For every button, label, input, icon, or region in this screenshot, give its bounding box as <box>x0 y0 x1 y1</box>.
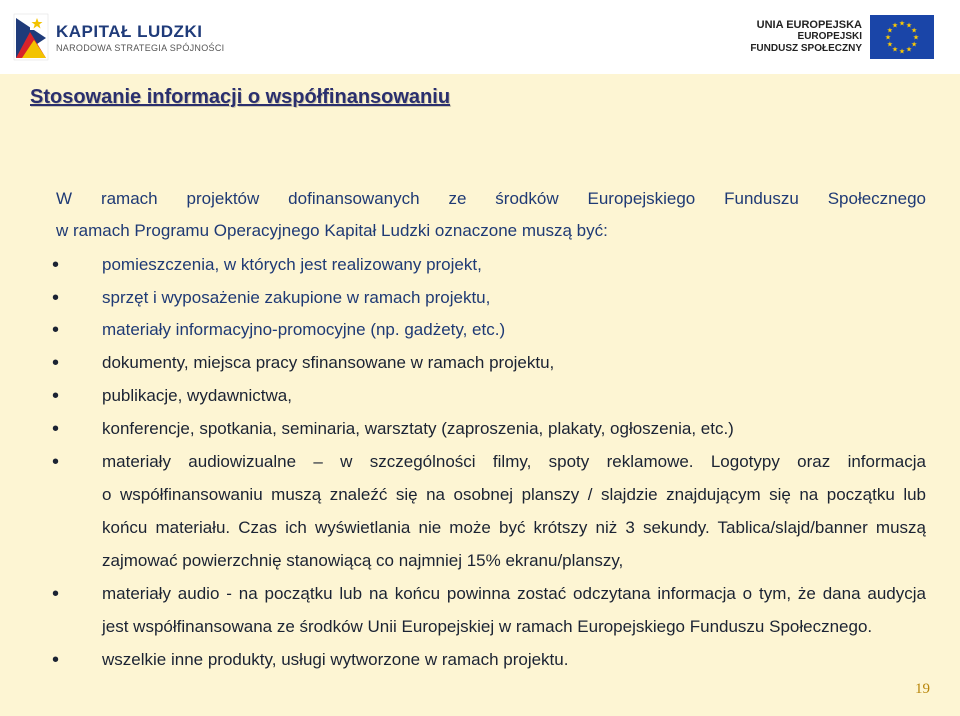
eu-logo-line3: FUNDUSZ SPOŁECZNY <box>750 43 862 54</box>
list-item: dokumenty, miejsca pracy sfinansowane w ramach projektu, <box>102 353 555 372</box>
page-number: 19 <box>915 681 930 697</box>
eu-star-icon: ★ <box>910 27 918 35</box>
bullet-icon: • <box>52 319 60 341</box>
bullet-icon: • <box>52 649 60 671</box>
bullet-icon: • <box>52 583 60 605</box>
slide <box>0 74 960 716</box>
bullet-icon: • <box>52 385 60 407</box>
eu-star-icon: ★ <box>891 46 899 54</box>
bullet-icon: • <box>52 418 60 440</box>
list-item: publikacje, wydawnictwa, <box>102 386 292 405</box>
bullet-icon: • <box>52 451 60 473</box>
intro-line: W ramach projektów dofinansowanych ze środków Europejskiego Funduszu Społecznego <box>56 189 926 208</box>
eu-star-icon: ★ <box>891 22 899 30</box>
list-item: materiały audiowizualne – w szczególności filmy, spoty reklamowe. Logotypy oraz informacja <box>102 452 926 471</box>
intro-line: w ramach Programu Operacyjnego Kapitał Ludzki oznaczone muszą być: <box>56 221 608 240</box>
eu-star-icon: ★ <box>898 48 906 56</box>
list-item: materiały audio - na początku lub na końcu powinna zostać odczytana informacja o tym, że dana audycja <box>102 584 926 603</box>
list-item: pomieszczenia, w których jest realizowany projekt, <box>102 255 482 274</box>
list-item-continuation: zajmować powierzchnię stanowiącą co najmniej 15% ekranu/planszy, <box>102 551 624 570</box>
eu-star-icon: ★ <box>898 20 906 28</box>
eu-star-icon: ★ <box>905 22 913 30</box>
logo-subtitle: NARODOWA STRATEGIA SPÓJNOŚCI <box>56 42 225 53</box>
bullet-icon: • <box>52 287 60 309</box>
eu-star-icon: ★ <box>886 41 894 49</box>
eu-logo-line2: EUROPEJSKI <box>797 31 862 42</box>
eu-star-icon: ★ <box>912 34 920 42</box>
list-item: wszelkie inne produkty, usługi wytworzone w ramach projektu. <box>102 650 569 669</box>
list-item-continuation: jest współfinansowana ze środków Unii Europejskiej w ramach Europejskiego Funduszu Społecznego. <box>102 617 873 636</box>
eu-star-icon: ★ <box>905 46 913 54</box>
bullet-icon: • <box>52 254 60 276</box>
eu-logo-line1: UNIA EUROPEJSKA <box>756 19 862 31</box>
header <box>0 0 960 74</box>
list-item: materiały informacyjno-promocyjne (np. gadżety, etc.) <box>102 320 506 339</box>
bullet-icon: • <box>52 352 60 374</box>
list-item-continuation: końcu materiału. Czas ich wyświetlania nie może być krótszy niż 3 sekundy. Tablica/slajd/banner muszą <box>102 518 926 537</box>
eu-star-icon: ★ <box>886 27 894 35</box>
eu-flag-icon <box>870 15 934 59</box>
list-item: sprzęt i wyposażenie zakupione w ramach projektu, <box>102 288 491 307</box>
eu-star-icon: ★ <box>884 34 892 42</box>
logo-name: KAPITAŁ LUDZKI <box>56 21 203 41</box>
eu-star-icon: ★ <box>910 41 918 49</box>
list-item: konferencje, spotkania, seminaria, warsztaty (zaproszenia, plakaty, ogłoszenia, etc.) <box>102 419 734 438</box>
list-item-continuation: o współfinansowaniu muszą znaleźć się na osobnej planszy / slajdzie znajdującym się na początku lub <box>102 485 926 504</box>
eu-logo <box>750 14 934 60</box>
kapital-ludzki-logo-icon <box>12 12 50 62</box>
slide-title: Stosowanie informacji o współfinansowaniu <box>30 86 451 108</box>
kapital-ludzki-logo <box>12 12 224 62</box>
